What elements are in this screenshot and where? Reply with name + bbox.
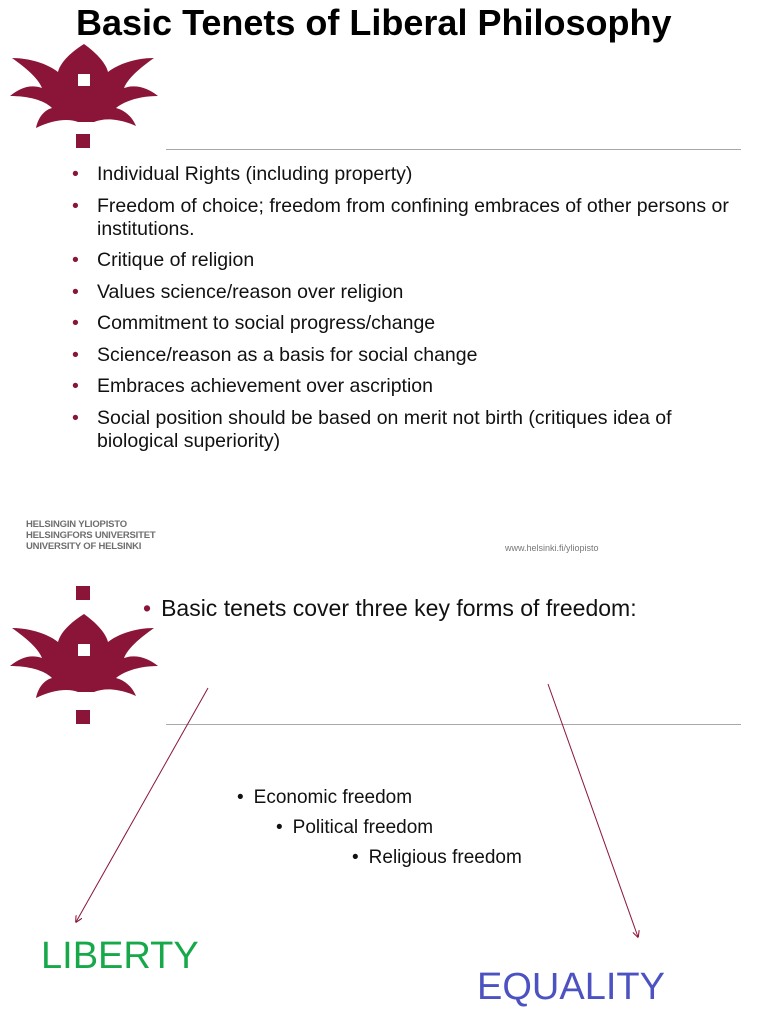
list-item <box>72 407 742 453</box>
arrow-to-liberty <box>76 688 208 922</box>
liberty-label: LIBERTY <box>41 935 199 977</box>
bullet-dot: • <box>72 375 79 397</box>
bullet-dot: • <box>72 406 79 429</box>
university-name <box>26 519 155 552</box>
freedom-text: Economic freedom <box>253 787 413 808</box>
slide-2 <box>0 570 768 1024</box>
list-item <box>72 312 742 335</box>
equality-label: EQUALITY <box>477 966 665 1008</box>
title-divider <box>166 149 741 150</box>
list-item-text: Critique of religion <box>97 249 255 271</box>
bullet-dot: • <box>143 595 152 621</box>
list-item-text: Embraces achievement over ascription <box>97 375 433 397</box>
list-item-text: Commitment to social progress/change <box>97 312 436 334</box>
bullet-dot: • <box>352 847 359 868</box>
list-item <box>72 163 742 186</box>
freedom-item-economic <box>237 787 412 809</box>
bullet-dot: • <box>72 194 79 217</box>
university-name-line: HELSINGFORS UNIVERSITET <box>26 530 156 541</box>
list-item-text: Science/reason as a basis for social change <box>97 343 478 366</box>
university-flame-logo-icon <box>8 38 160 152</box>
freedom-item-political <box>276 817 433 839</box>
arrow-to-equality <box>548 684 638 937</box>
list-item-text: Individual Rights (including property) <box>97 163 413 185</box>
intro-text: Basic tenets cover three key forms of freedom: <box>161 595 637 621</box>
freedom-text: Political freedom <box>292 817 434 838</box>
freedom-item-religious <box>352 847 522 869</box>
bullet-dot: • <box>72 280 79 303</box>
slide-title: Basic Tenets of Liberal Philosophy <box>76 2 672 43</box>
university-url: www.helsinki.fi/yliopisto <box>505 543 599 553</box>
list-item-text: Social position should be based on merit not birth (critiques idea of biological superiority) <box>97 406 672 452</box>
list-item <box>72 344 742 367</box>
list-item <box>72 375 742 398</box>
freedom-text: Religious freedom <box>368 847 522 868</box>
bullet-dot: • <box>276 817 283 838</box>
list-item-text: Values science/reason over religion <box>97 280 404 303</box>
list-item <box>72 249 742 272</box>
list-item <box>72 195 742 241</box>
bullet-dot: • <box>72 249 79 271</box>
bullet-dot: • <box>237 787 244 808</box>
bullet-dot: • <box>72 343 79 366</box>
list-item <box>72 281 742 304</box>
list-item-text: Freedom of choice; freedom from confining embraces of other persons or institutions. <box>97 194 729 240</box>
tenets-list <box>72 163 742 461</box>
university-name-line: UNIVERSITY OF HELSINKI <box>26 541 142 552</box>
bullet-dot: • <box>72 312 79 334</box>
university-name-line: HELSINGIN YLIOPISTO <box>26 519 127 530</box>
bullet-dot: • <box>72 163 79 185</box>
